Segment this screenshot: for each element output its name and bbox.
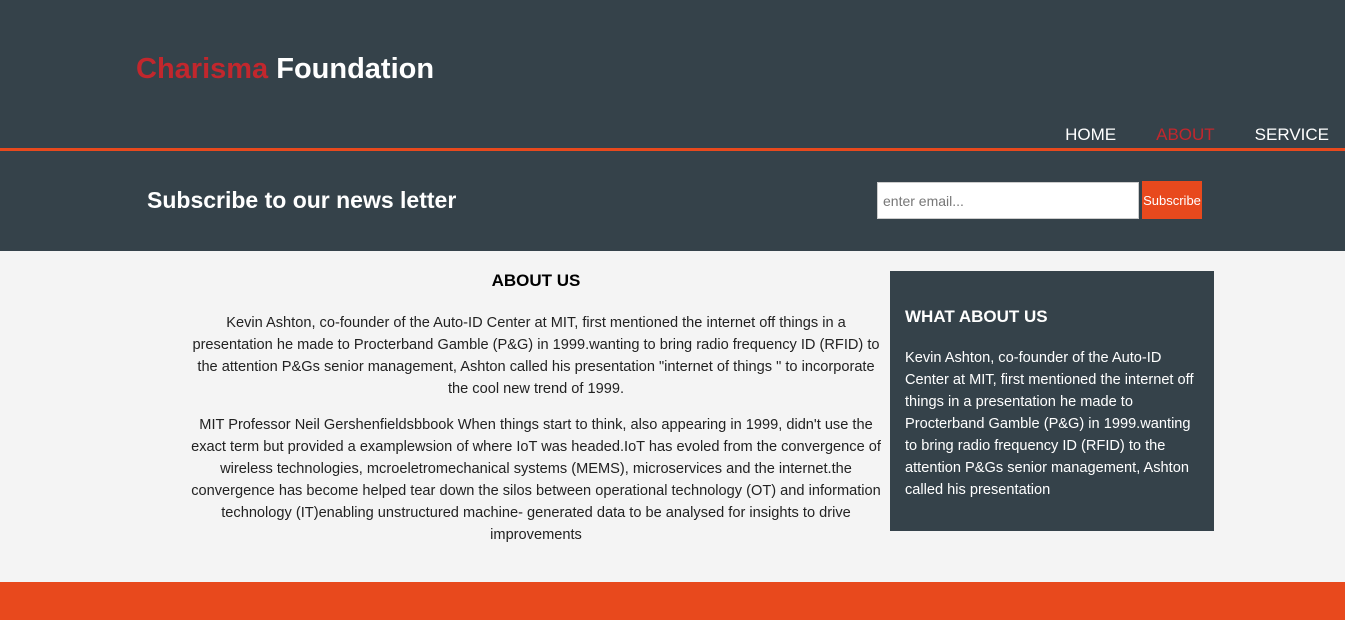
about-main bbox=[188, 271, 884, 560]
sidebar-text: Kevin Ashton, co-founder of the Auto-ID Center at MIT, first mentioned the internet off things in a presentation he made to Procterband Gamble (P&G) in 1999.wanting to bring radio frequency ID (RFID) to the attention P&Gs senior management, Ashton called his presentation bbox=[905, 350, 1194, 498]
site-header bbox=[0, 0, 1345, 151]
nav-home[interactable]: HOME bbox=[1065, 125, 1117, 144]
email-input[interactable] bbox=[877, 182, 1139, 219]
main-nav bbox=[1025, 125, 1329, 145]
site-footer bbox=[0, 582, 1345, 620]
newsletter-heading: Subscribe to our news letter bbox=[147, 187, 457, 213]
sidebar-box bbox=[890, 271, 1214, 531]
newsletter-section bbox=[0, 151, 1345, 251]
about-paragraph-2: MIT Professor Neil Gershenfieldsbbook When things start to think, also appearing in 1999, didn't use the exact term but provided a examplewsion of where IoT was headed.IoT has evoled from the convergence of wireless technologies, mcroeletromechanical systems (MEMS), microservices and the internet.the convergence has become helped tear down the silos between operational technology (OT) and information technology (IT)enabling unstructured machine- generated data to be analysed for insights to drive improvements bbox=[191, 417, 881, 543]
nav-about[interactable]: ABOUT bbox=[1156, 125, 1215, 144]
sidebar-title: WHAT ABOUT US bbox=[905, 307, 1048, 326]
about-title: ABOUT US bbox=[491, 271, 581, 290]
about-paragraph-1: Kevin Ashton, co-founder of the Auto-ID Center at MIT, first mentioned the internet off things in a presentation he made to Procterband Gamble (P&G) in 1999.wanting to bring radio frequency ID (RFID) to the attention P&Gs senior management, Ashton called his presentation "internet of things " to incorporate the cool new trend of 1999. bbox=[192, 315, 880, 397]
brand-name: Foundation bbox=[276, 53, 435, 85]
brand-highlight: Charisma bbox=[136, 53, 269, 85]
site-logo[interactable] bbox=[136, 53, 434, 86]
nav-service[interactable]: SERVICE bbox=[1254, 125, 1329, 144]
subscribe-button[interactable]: Subscribe bbox=[1142, 181, 1202, 219]
